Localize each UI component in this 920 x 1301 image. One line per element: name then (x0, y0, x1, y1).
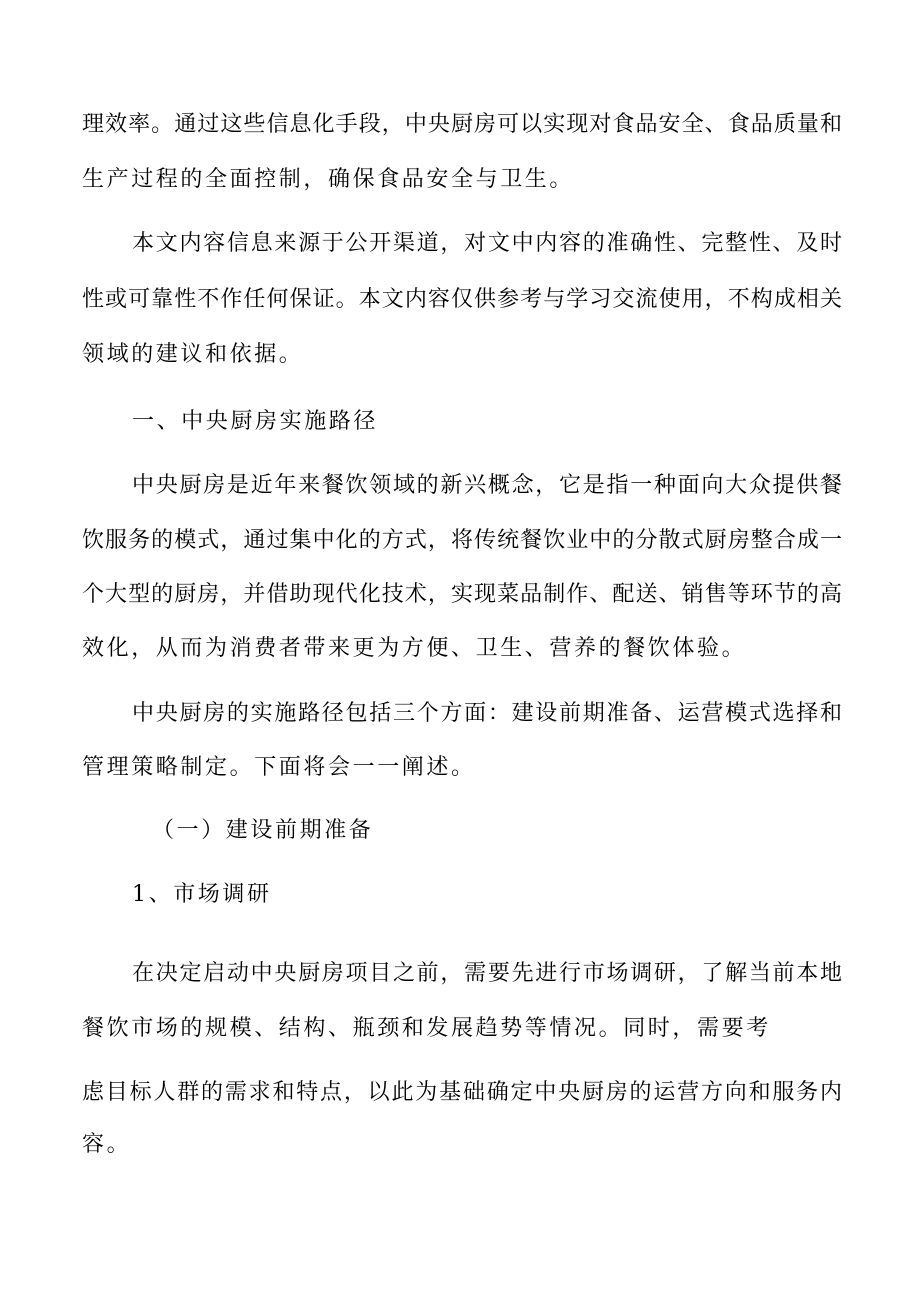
paragraph-line: 效化，从而为消费者带来更为方便、卫生、营养的餐饮体验。 (82, 636, 747, 661)
paragraph-line: 管理策略制定。下面将会一一阐述。 (82, 755, 476, 780)
paragraph-line: 虑目标人群的需求和特点，以此为基础确定中央厨房的运营方向和服务内 (82, 1080, 842, 1105)
section-heading: 一、中央厨房实施路径 (132, 409, 379, 434)
subsection-heading: （一）建设前期准备 (152, 818, 374, 843)
paragraph-line: 领域的建议和依据。 (82, 342, 304, 367)
paragraph-line: 本文内容信息来源于公开渠道，对文中内容的准确性、完整性、及时 (132, 231, 842, 256)
paragraph-line: 生产过程的全面控制，确保食品安全与卫生。 (82, 167, 575, 192)
paragraph-line: 理效率。通过这些信息化手段，中央厨房可以实现对食品安全、食品质量和 (82, 112, 842, 137)
paragraph-line: 中央厨房的实施路径包括三个方面：建设前期准备、运营模式选择和 (132, 701, 842, 726)
paragraph-line: 在决定启动中央厨房项目之前，需要先进行市场调研，了解当前本地 (132, 961, 842, 986)
paragraph-line: 性或可靠性不作任何保证。本文内容仅供参考与学习交流使用，不构成相关 (82, 287, 842, 312)
paragraph-line: 个大型的厨房，并借助现代化技术，实现菜品制作、配送、销售等环节的高 (82, 582, 842, 607)
paragraph-line: 饮服务的模式，通过集中化的方式，将传统餐饮业中的分散式厨房整合成一 (82, 528, 842, 553)
paragraph-line: 中央厨房是近年来餐饮领域的新兴概念，它是指一种面向大众提供餐 (132, 473, 842, 498)
paragraph-line: 容。 (82, 1132, 132, 1157)
item-heading: 1、市场调研 (132, 882, 272, 907)
paragraph-line: 餐饮市场的规模、结构、瓶颈和发展趋势等情况。同时，需要考 (82, 1016, 771, 1041)
